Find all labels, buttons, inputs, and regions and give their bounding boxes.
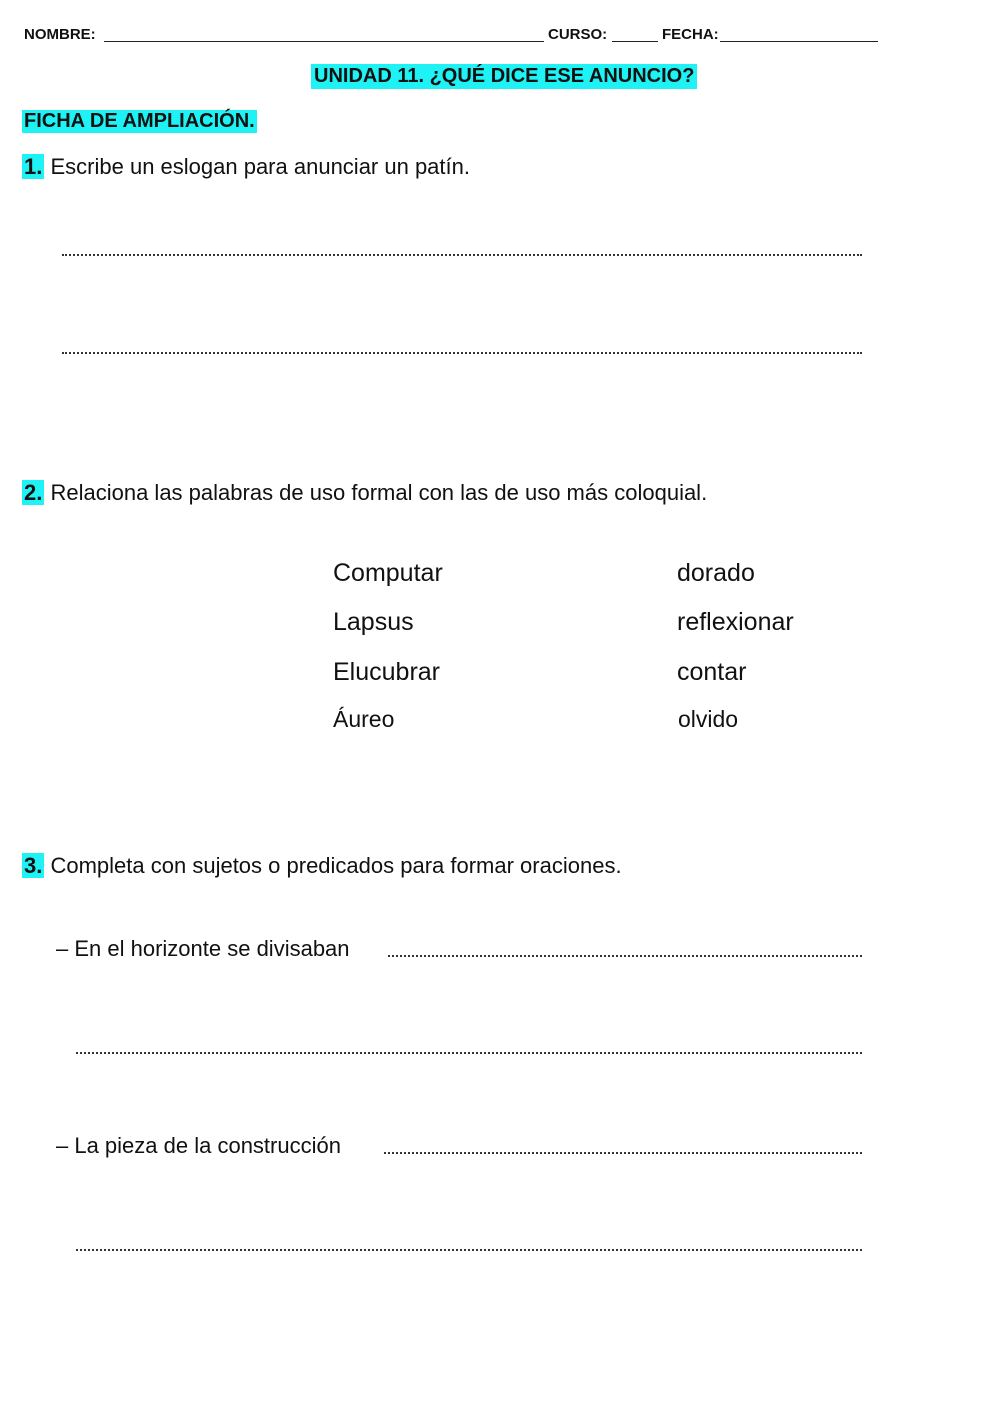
colloquial-word[interactable]: reflexionar xyxy=(677,608,794,636)
answer-line-1b[interactable] xyxy=(62,352,862,354)
answer-line-3b[interactable] xyxy=(76,1052,862,1054)
nombre-label: NOMBRE: xyxy=(24,26,96,43)
question-2 xyxy=(22,480,707,506)
fecha-field[interactable] xyxy=(720,41,878,42)
question-1-number: 1. xyxy=(24,154,43,179)
nombre-field[interactable] xyxy=(104,41,544,42)
formal-word[interactable]: Lapsus xyxy=(333,608,414,636)
formal-word[interactable]: Elucubrar xyxy=(333,658,440,686)
page-subtitle: FICHA DE AMPLIACIÓN. xyxy=(24,110,255,132)
formal-word[interactable]: Áureo xyxy=(333,706,395,732)
answer-line-3d[interactable] xyxy=(76,1249,862,1251)
answer-line-3a[interactable] xyxy=(388,955,862,957)
fecha-label: FECHA: xyxy=(662,26,719,43)
answer-line-1a[interactable] xyxy=(62,254,862,256)
page-title: UNIDAD 11. ¿QUÉ DICE ESE ANUNCIO? xyxy=(311,64,697,89)
question-2-text: Relaciona las palabras de uso formal con las de uso más coloquial. xyxy=(50,480,708,505)
answer-line-3c[interactable] xyxy=(384,1152,862,1154)
colloquial-word[interactable]: dorado xyxy=(677,559,755,587)
colloquial-word[interactable]: olvido xyxy=(678,706,739,732)
question-1-text: Escribe un eslogan para anunciar un patín. xyxy=(50,154,470,179)
question-3 xyxy=(22,853,622,879)
curso-label: CURSO: xyxy=(548,26,608,43)
question-1 xyxy=(22,154,470,180)
question-3-number: 3. xyxy=(24,853,43,878)
question-3-text: Completa con sujetos o predicados para formar oraciones. xyxy=(50,853,622,878)
colloquial-word[interactable]: contar xyxy=(677,658,747,686)
formal-word[interactable]: Computar xyxy=(333,559,443,587)
sentence-item-2: ‒ La pieza de la construcción xyxy=(56,1133,341,1158)
question-2-number: 2. xyxy=(24,480,43,505)
curso-field[interactable] xyxy=(612,41,658,42)
sentence-item-1: ‒ En el horizonte se divisaban xyxy=(56,936,350,961)
